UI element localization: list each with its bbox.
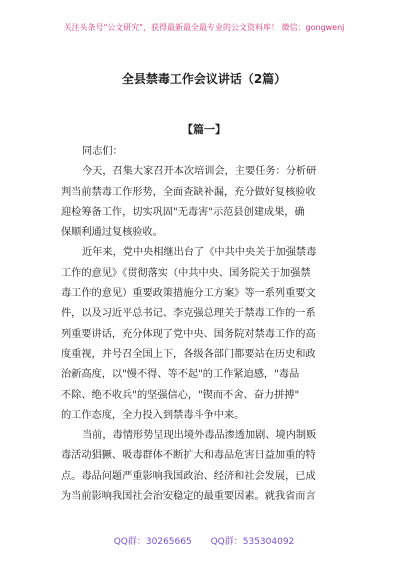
body-line: 判当前禁毒工作形势，全面查缺补漏，充分做好复核验收 <box>61 186 316 198</box>
body-line: 毒活动猖獗、吸毒群体不断扩大和毒品危害日益加重的特 <box>61 450 316 462</box>
body-line: 迎检筹备工作，切实巩固"无毒害"示范县创建成果，确 <box>61 206 305 218</box>
body-line: 近年来，党中央相继出台了《中共中央关于加强禁毒 <box>82 247 317 259</box>
body-line: 治新高度，以"慢不得、等不起"的工作紧迫感，"毒品 <box>61 369 300 381</box>
header-note: 关注头条号"公文研究"，获得最新最全最专业的公文资料库！ 微信：gongwenj <box>63 23 345 32</box>
body-line: 毒工作的意见）重要政策措施分工方案》等一系列重要文 <box>61 288 316 300</box>
footer <box>0 534 408 547</box>
body-line: 同志们： <box>82 146 123 157</box>
body-line: 不除、绝不收兵"的坚强信心，"锲而不舍、奋力拼搏" <box>61 389 300 401</box>
body-line: 度重视，并号召全国上下，各级各部门都要站在历史和政 <box>61 348 316 360</box>
body-line: 点。毒品问题严重影响我国政治、经济和社会发展，已成 <box>61 470 316 482</box>
document-title: 全县禁毒工作会议讲话（2篇） <box>121 72 287 86</box>
body-line: 为当前影响我国社会治安稳定的最重要因素。就我省而言 <box>61 491 316 503</box>
body-line: 工作的意见》《贯彻落实（中共中央、国务院关于加强禁 <box>61 267 311 279</box>
body-line: 的工作态度，全力投入到禁毒斗争中来。 <box>61 409 245 421</box>
body-line: 件，以及习近平总书记、李克强总理关于禁毒工作的一系 <box>61 308 316 320</box>
body-line: 列重要讲话，充分体现了党中央、国务院对禁毒工作的高 <box>61 328 316 340</box>
body-line: 今天，召集大家召开本次培训会，主要任务：分析研 <box>82 166 317 178</box>
body-line: 保顺利通过复核验收。 <box>61 227 163 239</box>
qq-group-1: QQ群：30265665 <box>113 537 192 547</box>
document-body <box>61 142 359 507</box>
qq-group-2: QQ群：535304092 <box>210 537 295 547</box>
body-line: 当前，毒情形势呈现出境外毒品渗透加剧、境内制贩 <box>82 430 317 442</box>
section-title: 【篇一】 <box>182 123 226 136</box>
